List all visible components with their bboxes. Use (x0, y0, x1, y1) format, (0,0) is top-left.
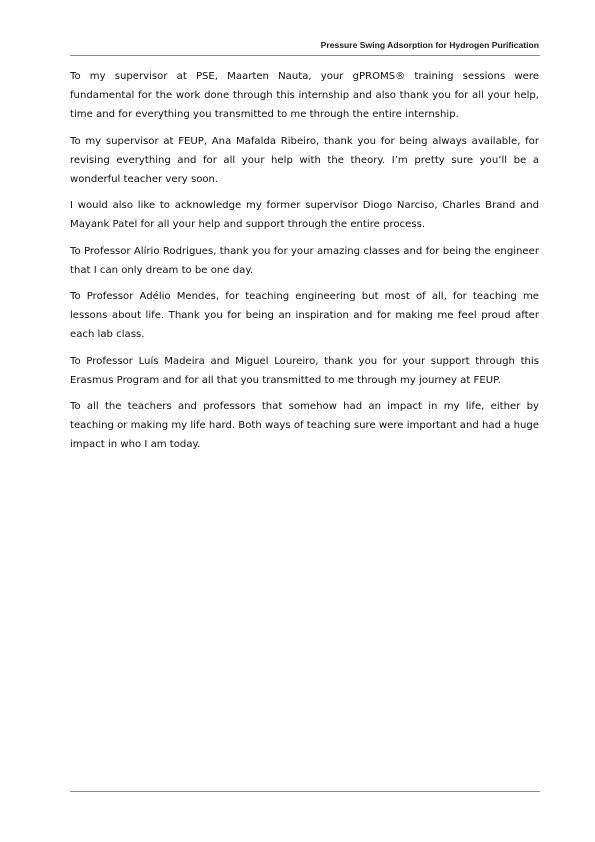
paragraph-professor-rodrigues: To Professor Alírio Rodrigues, thank you for your amazing classes and for being the engineer that I can only dream to be one day. (70, 245, 539, 276)
footer-divider (70, 791, 540, 792)
paragraph-supervisor-feup: To my supervisor at FEUP, Ana Mafalda Ribeiro, thank you for being always available, for revising everything and for all your help with the theory. I’m pretty sure you’ll be a wonderful teacher very soon. (70, 135, 539, 186)
paragraph-supervisor-pse: To my supervisor at PSE, Maarten Nauta, your gPROMS® training sessions were fundamental for the work done through this internship and also thank you for all your help, time and for everything you transmitted to me through the entire internship. (70, 71, 539, 121)
paragraph-all-teachers: To all the teachers and professors that somehow had an impact in my life, either by teaching or making my life hard. Both ways of teaching sure were important and had a huge impact in who I am today. (70, 401, 539, 451)
running-header-title: Pressure Swing Adsorption for Hydrogen Purification (320, 40, 539, 50)
acknowledgements-body (70, 67, 539, 462)
paragraph-former-supervisors: I would also like to acknowledge my former supervisor Diogo Narciso, Charles Brand and Mayank Patel for all your help and support through the entire process. (70, 200, 539, 231)
header-divider (70, 55, 540, 56)
paragraph-professor-mendes: To Professor Adélio Mendes, for teaching engineering but most of all, for teaching me lessons about life. Thank you for being an inspiration and for making me feel proud after each lab class. (70, 291, 539, 341)
paragraph-professors-madeira-loureiro: To Professor Luís Madeira and Miguel Loureiro, thank you for your support through this Erasmus Program and for all that you transmitted to me through my journey at FEUP. (70, 355, 539, 386)
